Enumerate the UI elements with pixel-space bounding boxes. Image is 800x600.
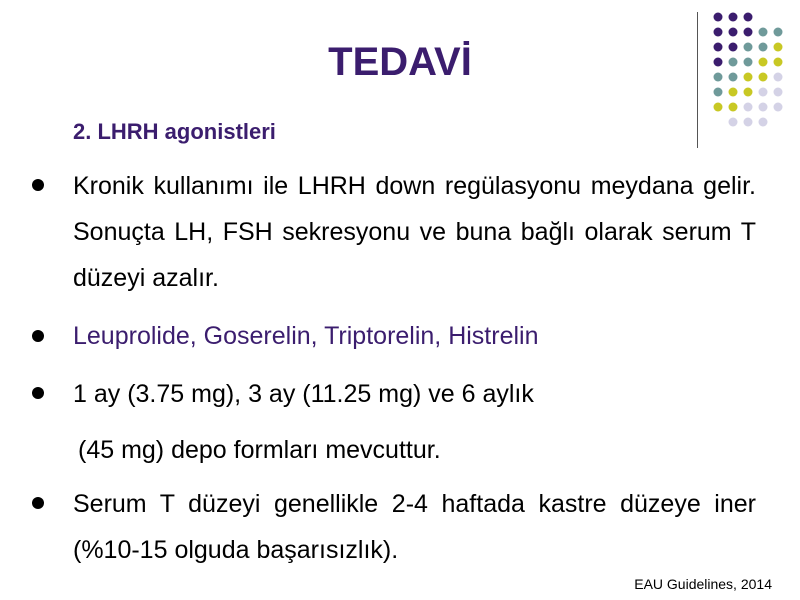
round-bullet-icon bbox=[32, 330, 44, 342]
decor-dot bbox=[744, 103, 753, 112]
bullet-text: Kronik kullanımı ile LHRH down regülasyonu meydana gelir. Sonuçta LH, FSH sekresyonu ve buna bağlı olarak serum T düzeyi azalır. bbox=[73, 172, 756, 292]
decor-dot bbox=[744, 118, 753, 127]
slide-title: TEDAVİ bbox=[328, 40, 472, 84]
footer-source: EAU Guidelines, 2014 bbox=[634, 576, 772, 592]
decor-dot bbox=[729, 88, 738, 97]
decor-dot bbox=[759, 118, 768, 127]
decor-dot bbox=[759, 88, 768, 97]
round-bullet-icon bbox=[32, 179, 44, 191]
slide-subtitle: 2. LHRH agonistleri bbox=[73, 119, 276, 144]
decor-dot bbox=[714, 13, 723, 22]
decor-dot bbox=[744, 88, 753, 97]
decor-dot bbox=[759, 103, 768, 112]
decor-dot bbox=[729, 103, 738, 112]
decor-dot bbox=[729, 13, 738, 22]
round-bullet-icon bbox=[32, 497, 44, 509]
bullet-text: 1 ay (3.75 mg), 3 ay (11.25 mg) ve 6 aylık bbox=[73, 380, 534, 408]
decor-dot bbox=[744, 13, 753, 22]
bullet-text: Serum T düzeyi genellikle 2-4 haftada kastre düzeye iner (%10-15 olguda başarısızlık). bbox=[73, 490, 756, 564]
decor-dot bbox=[774, 103, 783, 112]
decor-dot bbox=[729, 118, 738, 127]
decor-dot bbox=[774, 88, 783, 97]
round-bullet-icon bbox=[32, 387, 44, 399]
decor-dot bbox=[714, 88, 723, 97]
decor-dot bbox=[714, 103, 723, 112]
bullet-text: Leuprolide, Goserelin, Triptorelin, Histrelin bbox=[73, 322, 539, 350]
bullet-continuation: (45 mg) depo formları mevcuttur. bbox=[78, 436, 441, 464]
